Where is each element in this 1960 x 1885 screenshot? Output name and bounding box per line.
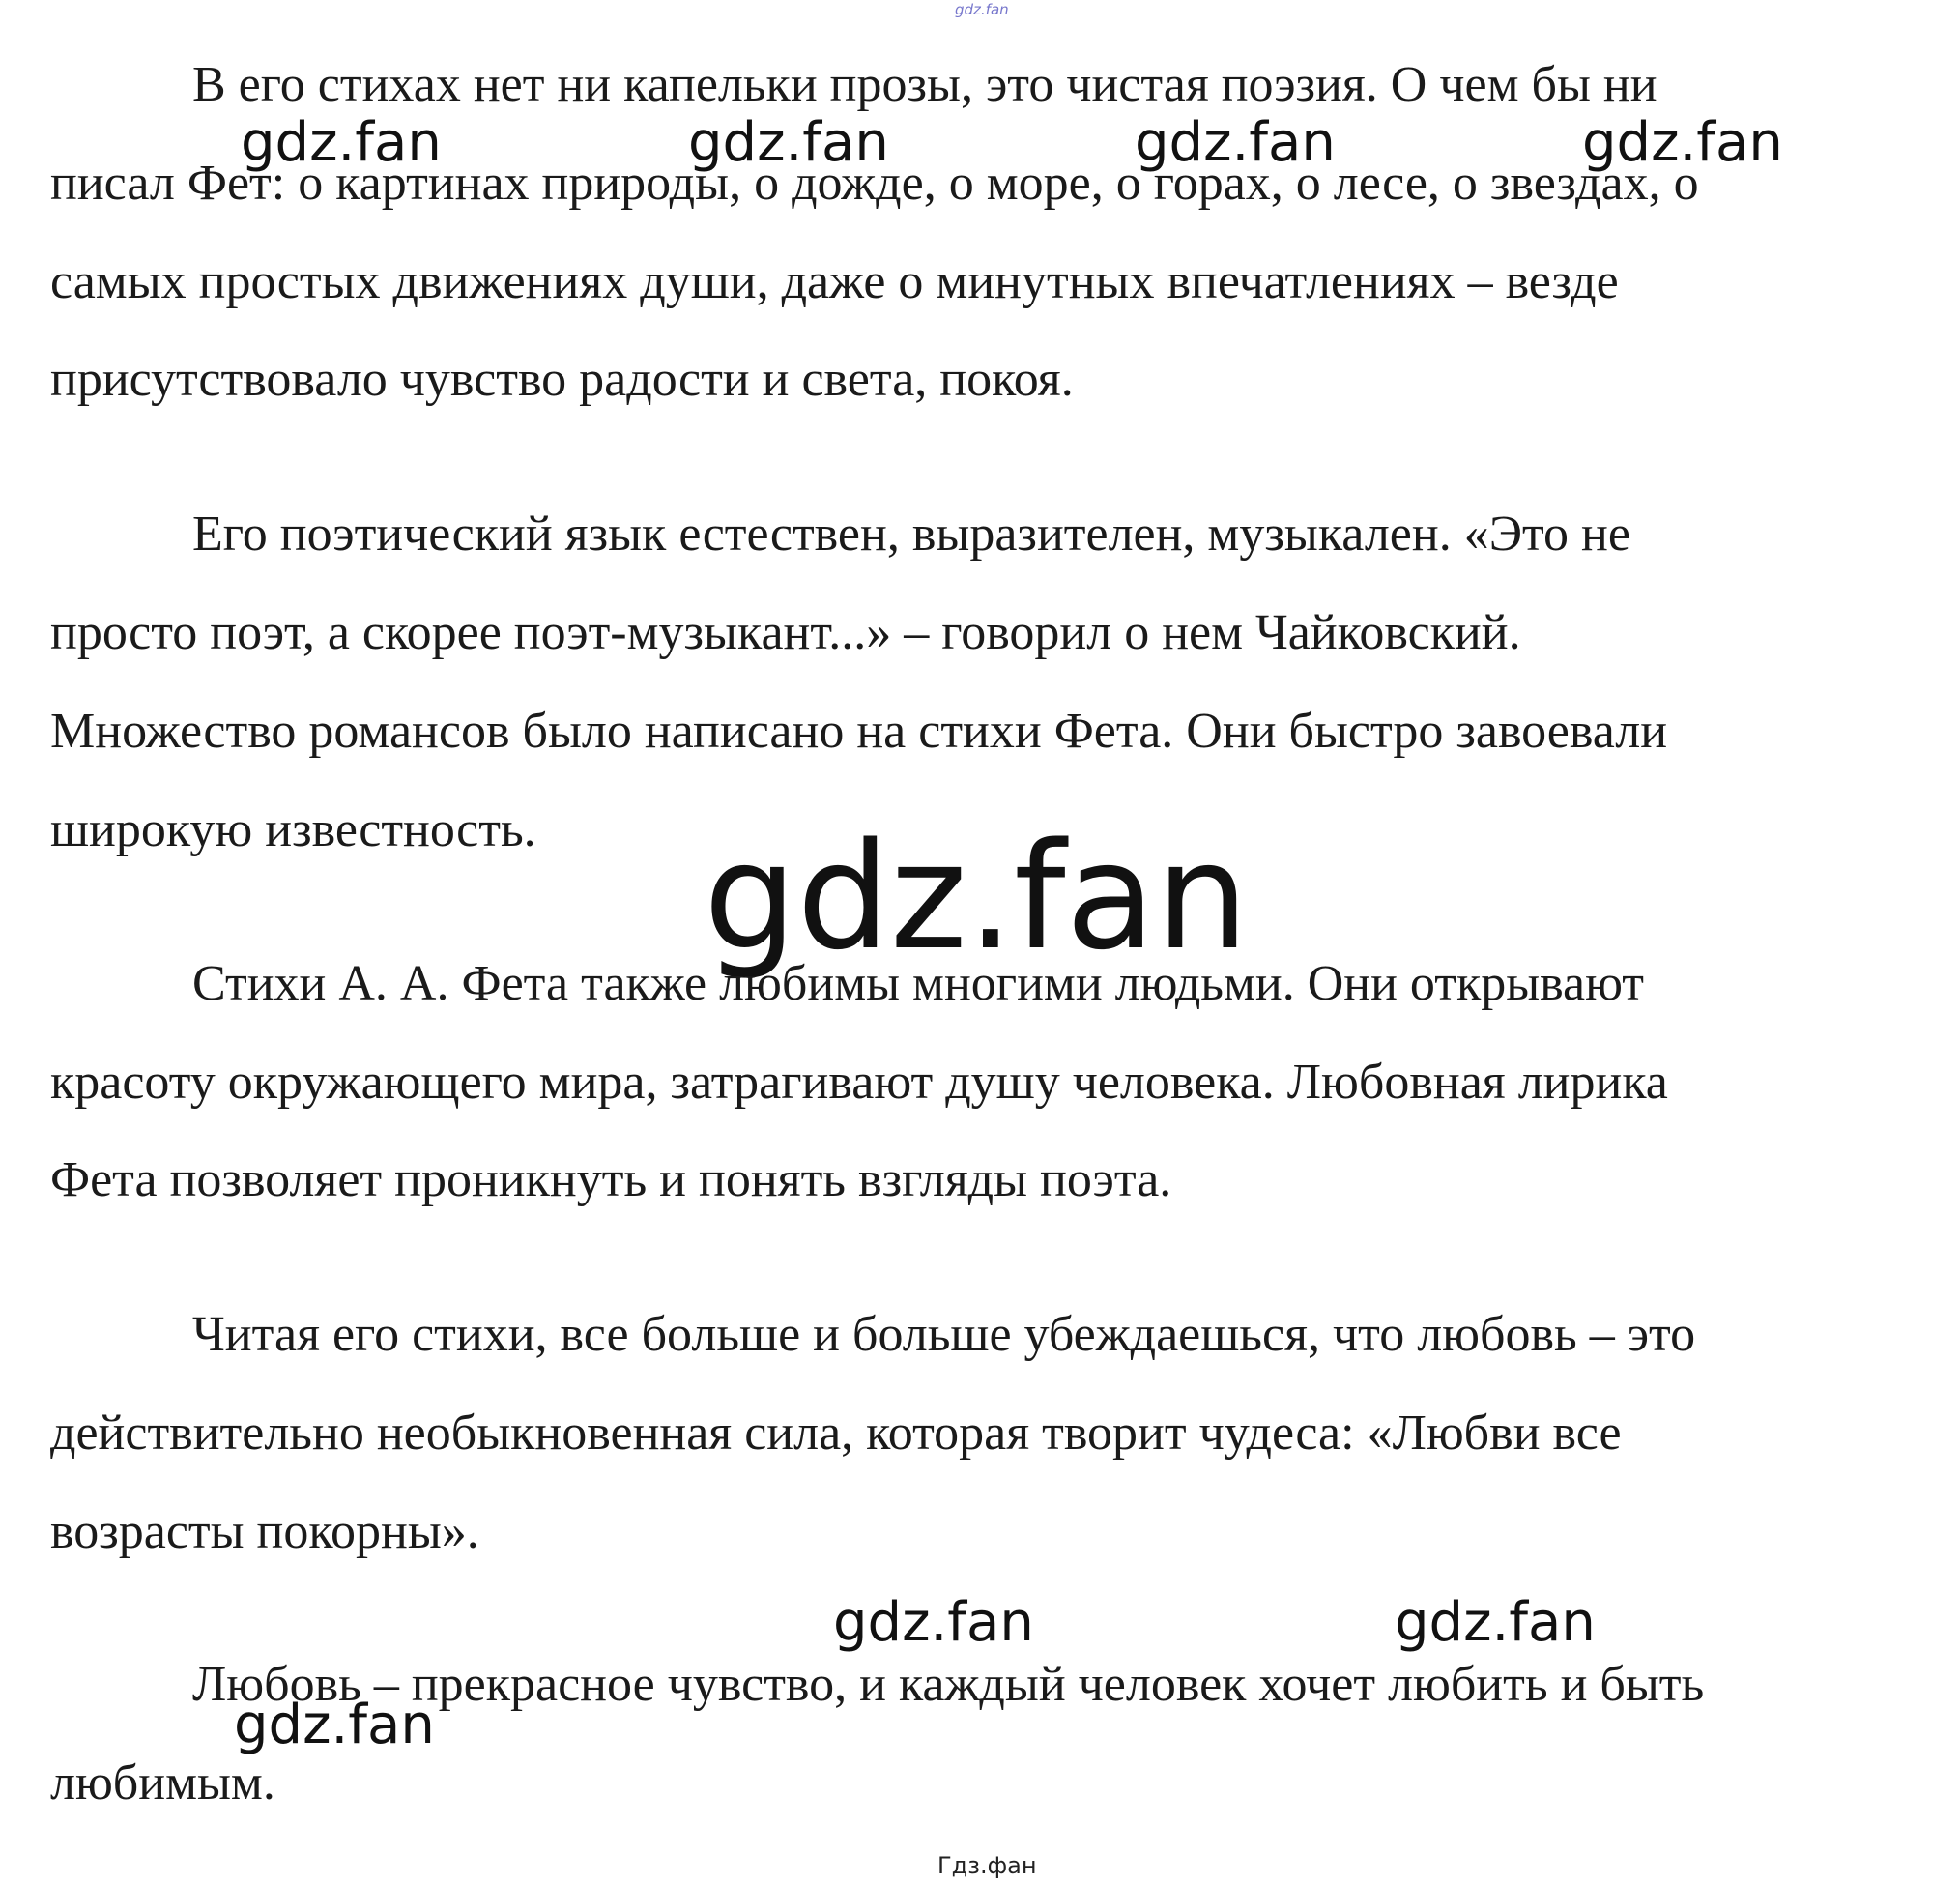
paragraph-5-line-1: Любовь – прекрасное чувство, и каждый человек хочет любить и быть: [192, 1657, 1705, 1712]
paragraph-2-line-1: Его поэтический язык естествен, выразителен, музыкален. «Это не: [192, 507, 1630, 562]
paragraph-3-line-2: красоту окружающего мира, затрагивают душу человека. Любовная лирика: [50, 1055, 1668, 1110]
watermark-row1-1: gdz.fan: [241, 111, 442, 174]
paragraph-5-line-2: любимым.: [50, 1755, 275, 1811]
watermark-center-large: gdz.fan: [704, 811, 1250, 982]
paragraph-1-line-1: В его стихах нет ни капельки прозы, это чистая поэзия. О чем бы ни: [192, 57, 1657, 112]
paragraph-3-line-3: Фета позволяет проникнуть и понять взгляды поэта.: [50, 1152, 1172, 1207]
paragraph-1-line-3: самых простых движениях души, даже о минутных впечатлениях – везде: [50, 254, 1619, 309]
paragraph-4-line-2: действительно необыкновенная сила, которая творит чудеса: «Любви все: [50, 1406, 1622, 1461]
watermark-row1-4: gdz.fan: [1582, 111, 1783, 174]
footer-text: Гдз.фан: [937, 1852, 1037, 1879]
paragraph-2-line-2: просто поэт, а скорее поэт-музыкант...» – говорил о нем Чайковский.: [50, 605, 1521, 660]
paragraph-4-line-3: возрасты покорны».: [50, 1504, 479, 1559]
watermark-top-small: gdz.fan: [955, 1, 1009, 18]
watermark-bottom-left: gdz.fan: [234, 1694, 435, 1756]
watermark-row1-2: gdz.fan: [688, 111, 889, 174]
paragraph-3-line-1: Стихи А. А. Фета также любимы многими людьми. Они открывают: [192, 956, 1645, 1011]
paragraph-1-line-2: писал Фет: о картинах природы, о дожде, о море, о горах, о лесе, о звездах, о: [50, 156, 1699, 211]
paragraph-1-line-4: присутствовало чувство радости и света, покоя.: [50, 352, 1074, 407]
watermark-lower-1: gdz.fan: [833, 1591, 1034, 1654]
watermark-row1-3: gdz.fan: [1135, 111, 1336, 174]
paragraph-4-line-1: Читая его стихи, все больше и больше убеждаешься, что любовь – это: [192, 1307, 1696, 1362]
paragraph-2-line-4: широкую известность.: [50, 802, 536, 857]
watermark-lower-2: gdz.fan: [1395, 1591, 1596, 1654]
paragraph-2-line-3: Множество романсов было написано на стихи Фета. Они быстро завоевали: [50, 704, 1668, 759]
